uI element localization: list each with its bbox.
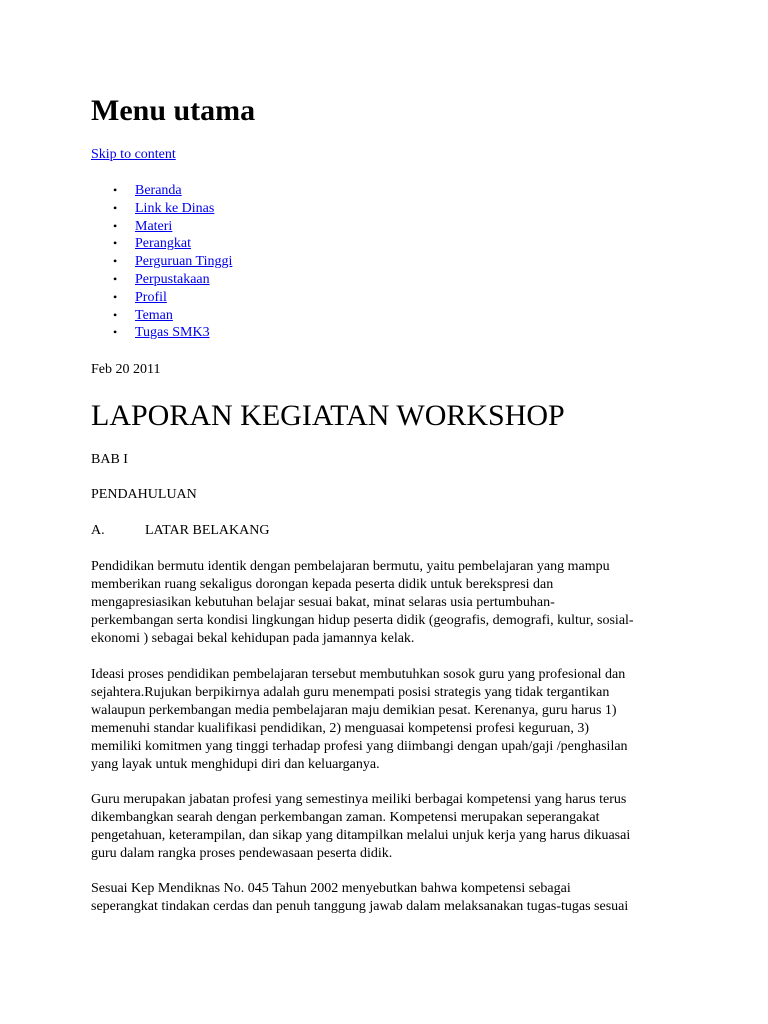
bullet-icon: •	[113, 271, 118, 286]
paragraph-line: sejahtera.Rujukan berpikirnya adalah guru menempati posisi strategis yang tidak tergantikan	[91, 685, 610, 700]
menu-item-link-ke-dinas	[91, 200, 232, 218]
site-title: Menu utama	[91, 94, 256, 127]
chapter-title: PENDAHULUAN	[91, 487, 197, 502]
paragraph-line: guru dalam rangka proses pendewasaan peserta didik.	[91, 846, 393, 861]
bullet-icon: •	[113, 183, 118, 197]
menu-item-materi	[91, 218, 232, 236]
paragraph-line: memberikan ruang sekaligus dorongan kepada peserta didik untuk berekspresi dan	[91, 577, 554, 592]
menu-link-beranda[interactable]: Beranda	[135, 183, 182, 198]
paragraph-line: dikembangkan searah dengan perkembangan zaman. Kompetensi merupakan seperangakat	[91, 810, 600, 825]
paragraph-line: yang layak untuk menghidupi diri dan keluarganya.	[91, 757, 380, 772]
section-heading	[91, 522, 269, 540]
bullet-icon: •	[113, 289, 118, 304]
paragraph-line: memiliki komitmen yang tinggi terhadap profesi yang diimbangi dengan upah/gaji /penghasilan	[91, 739, 628, 754]
menu-item-profil	[91, 289, 232, 307]
bullet-icon: •	[113, 200, 118, 215]
paragraph-line: memenuhi standar kualifikasi pendidikan, 2) menguasai kompetensi profesi keguruan, 3)	[91, 721, 590, 736]
bullet-icon: •	[113, 218, 118, 233]
paragraph-line: mengapresiasikan kebutuhan belajar sesuai bakat, minat selaras usia pertumbuhan-	[91, 595, 555, 610]
menu-link-profil[interactable]: Profil	[135, 289, 167, 305]
bullet-icon: •	[113, 325, 118, 340]
paragraph-line: walaupun perkembangan media pembelajaran maju demikian pesat. Kerenanya, guru harus 1)	[91, 703, 617, 718]
section-title: LATAR BELAKANG	[145, 523, 270, 538]
menu-link-perangkat[interactable]: Perangkat	[135, 236, 191, 252]
paragraph-line: pengetahuan, keterampilan, dan sikap yang ditampilkan melalui unjuk kerja yang harus dikuasai	[91, 828, 631, 843]
paragraph-line: Ideasi proses pendidikan pembelajaran tersebut membutuhkan sosok guru yang profesional dan	[91, 667, 626, 682]
paragraph	[91, 791, 691, 863]
paragraph	[91, 880, 691, 916]
menu-link-materi[interactable]: Materi	[135, 218, 173, 234]
menu-link-perguruan-tinggi[interactable]: Perguruan Tinggi	[135, 254, 233, 270]
menu-item-tugas-smk3	[91, 324, 232, 342]
paragraph-line: Sesuai Kep Mendiknas No. 045 Tahun 2002 menyebutkan bahwa kompetensi sebagai	[91, 881, 571, 896]
menu-item-perguruan-tinggi	[91, 253, 232, 271]
skip-to-content-link[interactable]: Skip to content	[91, 147, 176, 162]
paragraph-line: perkembangan serta kondisi lingkungan hidup peserta didik (geografis, demografi, kultur, sosial-	[91, 613, 634, 628]
menu-link-link-ke-dinas[interactable]: Link ke Dinas	[135, 200, 215, 216]
paragraph-line: Guru merupakan jabatan profesi yang semestinya meiliki berbagai kompetensi yang harus terus	[91, 792, 627, 807]
chapter-heading: BAB I	[91, 452, 128, 467]
menu-link-teman[interactable]: Teman	[135, 307, 173, 323]
bullet-icon: •	[113, 236, 118, 251]
menu-item-teman	[91, 307, 232, 325]
post-date: Feb 20 2011	[91, 362, 161, 377]
section-letter: A.	[91, 523, 105, 538]
main-menu	[91, 182, 232, 342]
paragraph-line: ekonomi ) sebagai bekal kehidupan pada jamannya kelak.	[91, 631, 415, 646]
menu-item-perpustakaan	[91, 271, 232, 289]
paragraph-line: seperangkat tindakan cerdas dan penuh tanggung jawab dalam melaksanakan tugas-tugas sesuai	[91, 899, 629, 914]
menu-link-tugas-smk3[interactable]: Tugas SMK3	[135, 325, 210, 341]
paragraph-line: Pendidikan bermutu identik dengan pembelajaran bermutu, yaitu pembelajaran yang mampu	[91, 559, 610, 574]
bullet-icon: •	[113, 307, 118, 322]
paragraph	[91, 558, 691, 648]
menu-item-beranda	[91, 182, 232, 200]
bullet-icon: •	[113, 254, 118, 269]
menu-item-perangkat	[91, 235, 232, 253]
paragraph	[91, 666, 691, 774]
post-title: LAPORAN KEGIATAN WORKSHOP	[91, 399, 565, 432]
menu-link-perpustakaan[interactable]: Perpustakaan	[135, 271, 210, 287]
